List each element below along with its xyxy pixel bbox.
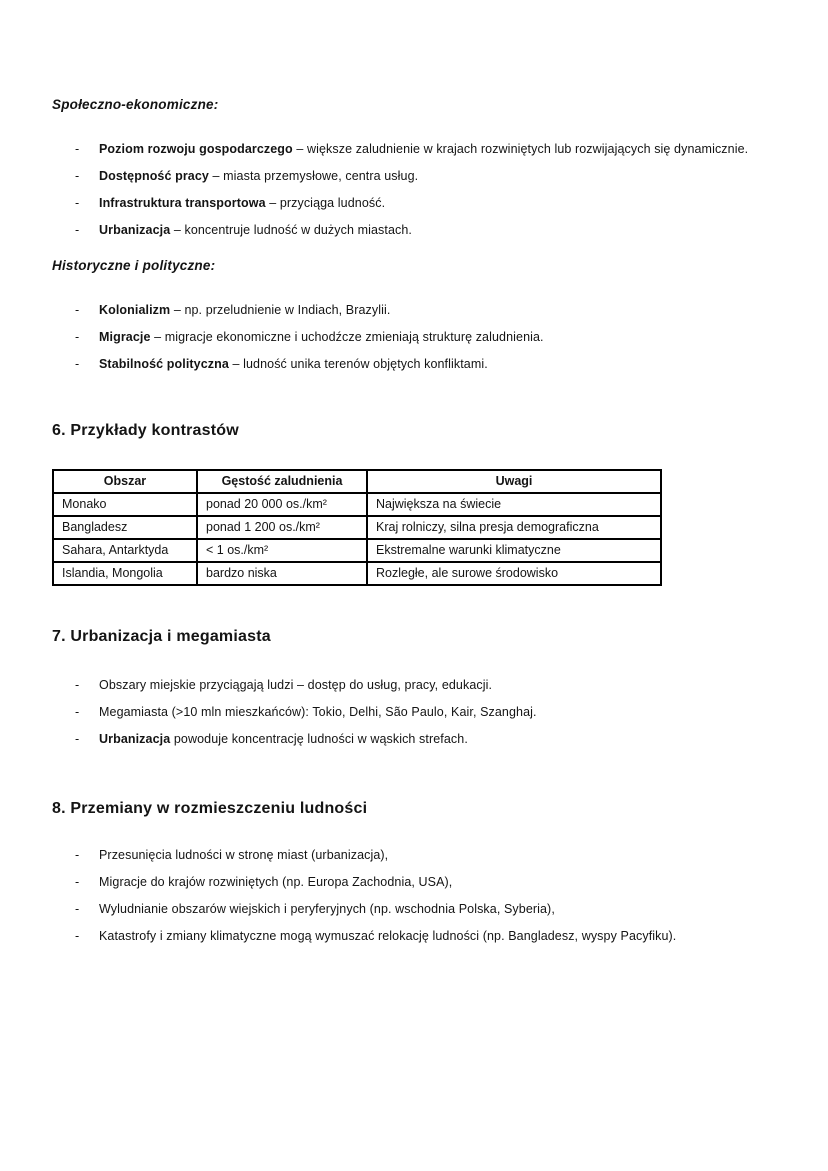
bullet-dash: - — [75, 330, 80, 344]
table-header-obszar: Obszar — [53, 470, 197, 493]
bullet-dash: - — [75, 303, 80, 317]
table-cell: Ekstremalne warunki klimatyczne — [367, 539, 661, 562]
table-cell: ponad 20 000 os./km² — [197, 493, 367, 516]
bullet-text: Megamiasta (>10 mln mieszkańców): Tokio, Delhi, São Paulo, Kair, Szanghaj. — [99, 705, 537, 719]
bullet-dash: - — [75, 929, 80, 943]
bullet-dash: - — [75, 169, 80, 183]
bullet-text: Stabilność polityczna – ludność unika terenów objętych konfliktami. — [99, 357, 488, 371]
contrasts-table — [52, 469, 662, 586]
bullet-item — [75, 704, 788, 720]
bullet-item — [75, 168, 788, 184]
section-heading-contrasts: 6. Przykłady kontrastów — [52, 422, 239, 439]
bullet-dash: - — [75, 902, 80, 916]
bullet-dash: - — [75, 142, 80, 156]
section-heading-urbanization: 7. Urbanizacja i megamiasta — [52, 628, 271, 645]
section-label-historical: Historyczne i polityczne: — [52, 258, 216, 273]
bullet-text: Urbanizacja – koncentruje ludność w dużych miastach. — [99, 223, 413, 237]
bullet-item — [75, 222, 788, 238]
bullet-item — [75, 195, 788, 211]
table-row — [53, 562, 661, 585]
bullet-dash: - — [75, 848, 80, 862]
table-cell: ponad 1 200 os./km² — [197, 516, 367, 539]
bullet-dash: - — [75, 875, 80, 889]
table-row — [53, 493, 661, 516]
table-cell: Monako — [53, 493, 197, 516]
table-cell: bardzo niska — [197, 562, 367, 585]
table-cell: < 1 os./km² — [197, 539, 367, 562]
bullet-dash: - — [75, 357, 80, 371]
table-row — [53, 516, 661, 539]
bullet-text: Urbanizacja powoduje koncentrację ludności w wąskich strefach. — [99, 732, 468, 746]
bullet-text: Wyludnianie obszarów wiejskich i peryferyjnych (np. wschodnia Polska, Syberia), — [99, 902, 555, 916]
table-cell: Największa na świecie — [367, 493, 661, 516]
bullet-list-historical — [52, 302, 788, 372]
bullet-dash: - — [75, 678, 80, 692]
table-cell: Bangladesz — [53, 516, 197, 539]
bullet-item — [75, 329, 788, 345]
bullet-dash: - — [75, 705, 80, 719]
bullet-text: Obszary miejskie przyciągają ludzi – dostęp do usług, pracy, edukacji. — [99, 678, 493, 692]
bullet-list-socioeconomic — [52, 141, 788, 238]
table-header-gestosc: Gęstość zaludnienia — [197, 470, 367, 493]
table-cell: Sahara, Antarktyda — [53, 539, 197, 562]
table-row — [53, 539, 661, 562]
bullet-item — [75, 847, 788, 863]
bullet-text: Poziom rozwoju gospodarczego – większe zaludnienie w krajach rozwiniętych lub rozwijających się dynamicznie. — [99, 142, 749, 156]
bullet-text: Dostępność pracy – miasta przemysłowe, centra usług. — [99, 169, 419, 183]
bullet-text: Infrastruktura transportowa – przyciąga ludność. — [99, 196, 386, 210]
bullet-item — [75, 677, 788, 693]
bullet-item — [75, 731, 788, 747]
bullet-dash: - — [75, 196, 80, 210]
bullet-dash: - — [75, 732, 80, 746]
bullet-dash: - — [75, 223, 80, 237]
bullet-list-urbanization — [52, 677, 788, 747]
bullet-item — [75, 874, 788, 890]
section-label-socioeconomic: Społeczno-ekonomiczne: — [52, 97, 219, 112]
bullet-text: Migracje do krajów rozwiniętych (np. Europa Zachodnia, USA), — [99, 875, 453, 889]
table-cell: Islandia, Mongolia — [53, 562, 197, 585]
bullet-text: Kolonializm – np. przeludnienie w Indiach, Brazylii. — [99, 303, 391, 317]
bullet-text: Katastrofy i zmiany klimatyczne mogą wymuszać relokację ludności (np. Bangladesz, wyspy Pacyfiku). — [99, 929, 677, 943]
bullet-list-changes — [52, 847, 788, 944]
bullet-item — [75, 928, 788, 944]
bullet-item — [75, 141, 788, 157]
table-header-row — [53, 470, 661, 493]
section-heading-changes: 8. Przemiany w rozmieszczeniu ludności — [52, 800, 368, 817]
bullet-item — [75, 901, 788, 917]
bullet-item — [75, 356, 788, 372]
bullet-item — [75, 302, 788, 318]
bullet-text: Migracje – migracje ekonomiczne i uchodźcze zmieniają strukturę zaludnienia. — [99, 330, 544, 344]
table-cell: Kraj rolniczy, silna presja demograficzna — [367, 516, 661, 539]
table-cell: Rozległe, ale surowe środowisko — [367, 562, 661, 585]
bullet-text: Przesunięcia ludności w stronę miast (urbanizacja), — [99, 848, 389, 862]
table-header-uwagi: Uwagi — [367, 470, 661, 493]
